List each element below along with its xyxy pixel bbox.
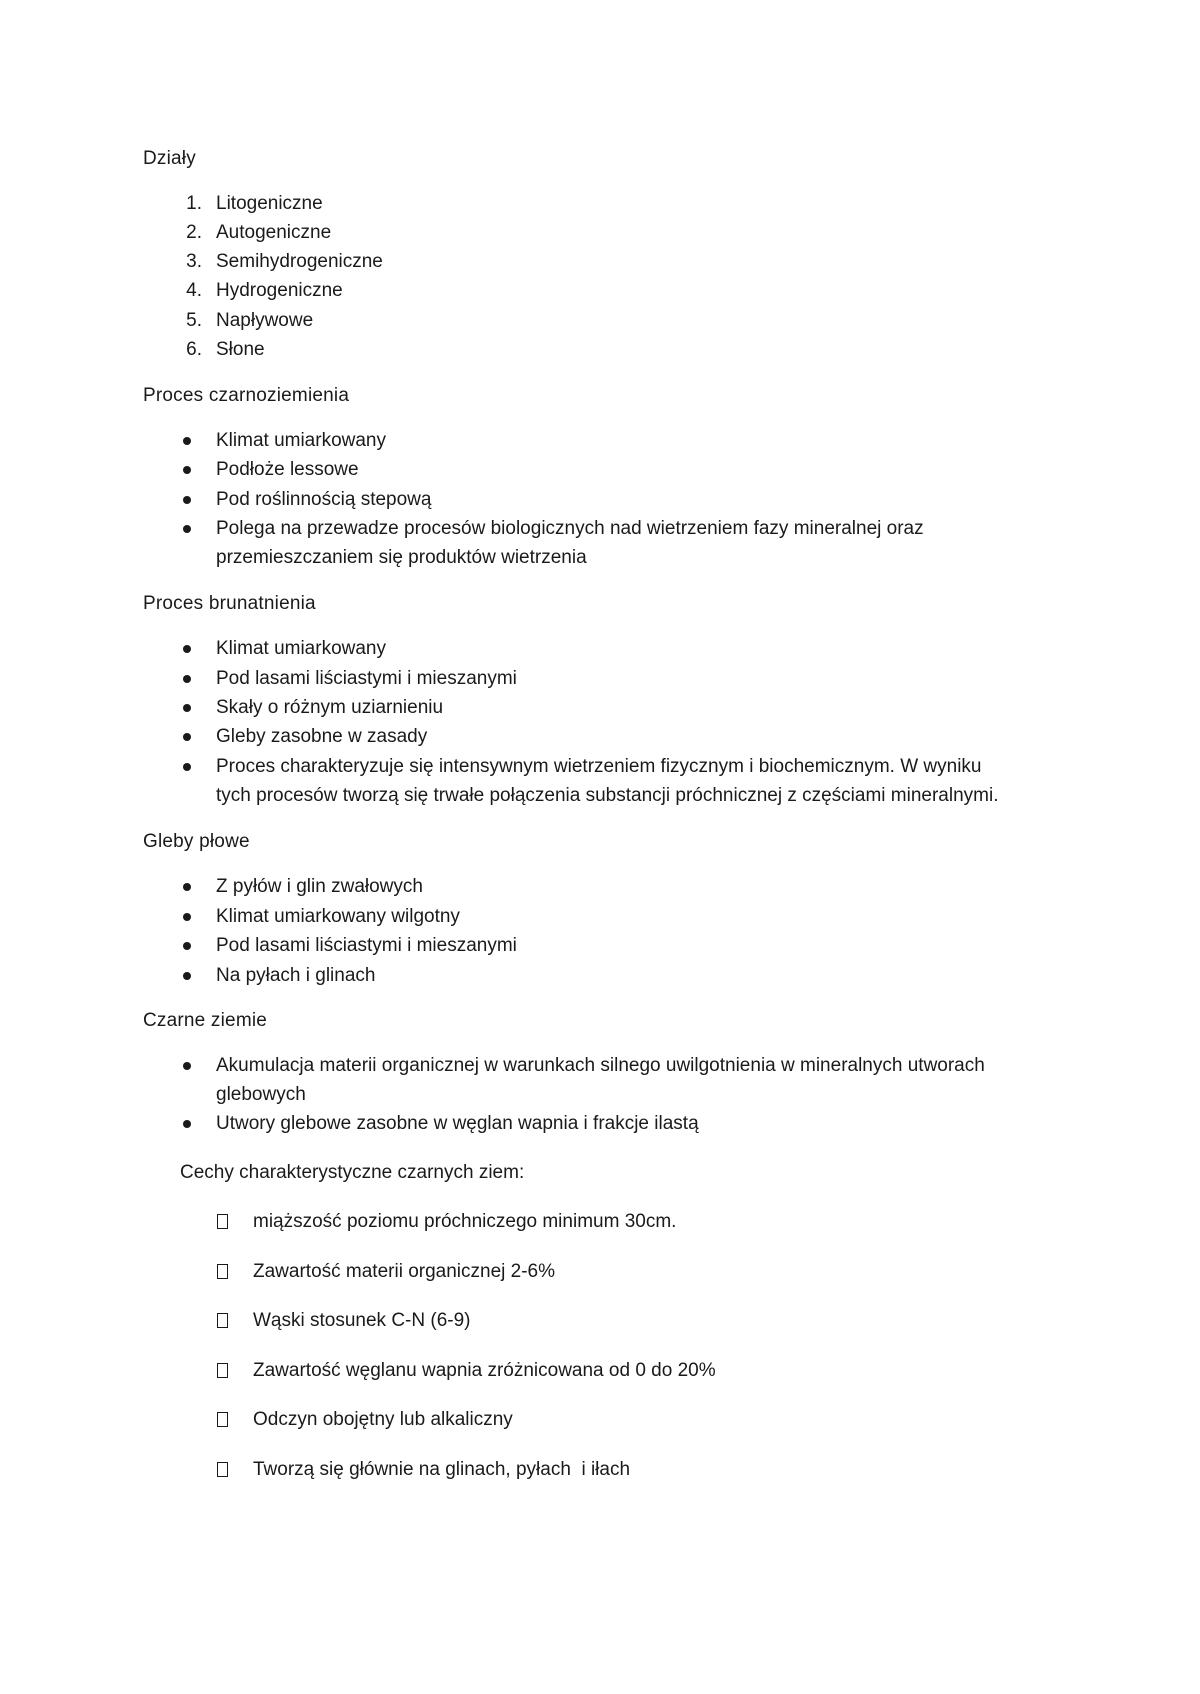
section-heading-brunatnienie: Proces brunatnienia [143,593,316,614]
missing-glyph-box-icon [217,1264,228,1279]
list-item-text: Proces charakteryzuje się intensywnym wietrzeniem fizycznym i biochemicznym. W wyniku [216,756,982,777]
list-item-text: Klimat umiarkowany [216,430,386,451]
list-item-text: Semihydrogeniczne [216,251,383,272]
bullet-icon [183,496,191,504]
list-number: 6. [186,339,202,360]
features-subheading: Cechy charakterystyczne czarnych ziem: [180,1162,525,1183]
section-heading-plowe: Gleby płowe [143,831,250,852]
section-heading-czarne-ziemie: Czarne ziemie [143,1010,268,1031]
list-item-text: Podłoże lessowe [216,459,359,480]
list-item-text: Polega na przewadze procesów biologicznych nad wietrzeniem fazy mineralnej oraz [216,518,924,539]
bullet-icon [183,466,191,474]
list-item-text-continuation: przemieszczaniem się produktów wietrzenia [216,547,587,568]
list-item-text: Pod lasami liściastymi i mieszanymi [216,668,517,689]
bullet-icon [183,972,191,980]
bullet-icon [183,942,191,950]
missing-glyph-box-icon [217,1313,228,1328]
list-number: 5. [186,310,202,331]
bullet-icon [183,1120,191,1128]
bullet-icon [183,1062,191,1070]
list-item-text: Gleby zasobne w zasady [216,726,428,747]
list-item-text: Hydrogeniczne [216,280,343,301]
bullet-icon [183,733,191,741]
list-item-text: Z pyłów i glin zwałowych [216,876,423,897]
feature-item: Wąski stosunek C-N (6-9) [253,1310,471,1331]
missing-glyph-box-icon [217,1412,228,1427]
missing-glyph-box-icon [217,1214,228,1229]
section-heading-dzialy: Działy [143,148,196,169]
feature-item: Tworzą się głównie na glinach, pyłach i iłach [253,1459,631,1480]
list-item-text: Skały o różnym uziarnieniu [216,697,444,718]
feature-item: miąższość poziomu próchniczego minimum 30cm. [253,1211,677,1232]
list-item-text: Autogeniczne [216,222,332,243]
list-number: 2. [186,222,202,243]
list-item-text: Litogeniczne [216,193,323,214]
list-number: 3. [186,251,202,272]
feature-item: Zawartość materii organicznej 2-6% [253,1261,556,1282]
bullet-icon [183,763,191,771]
list-item-text: Utwory glebowe zasobne w węglan wapnia i frakcje ilastą [216,1113,699,1134]
list-item-text: Klimat umiarkowany wilgotny [216,906,460,927]
list-item-text: Pod lasami liściastymi i mieszanymi [216,935,517,956]
list-number: 4. [186,280,202,301]
missing-glyph-box-icon [217,1462,228,1477]
list-item-text: Napływowe [216,310,314,331]
list-item-text: Na pyłach i glinach [216,965,376,986]
feature-item: Odczyn obojętny lub alkaliczny [253,1409,513,1430]
list-item-text: Pod roślinnością stepową [216,489,432,510]
bullet-icon [183,437,191,445]
bullet-icon [183,645,191,653]
list-number: 1. [186,193,202,214]
bullet-icon [183,525,191,533]
bullet-icon [183,883,191,891]
missing-glyph-box-icon [217,1363,228,1378]
bullet-icon [183,704,191,712]
list-item-text-continuation: tych procesów tworzą się trwałe połączenia substancji próchnicznej z częściami mineralnymi. [216,785,999,806]
bullet-icon [183,675,191,683]
list-item-text-continuation: glebowych [216,1084,306,1105]
list-item-text: Słone [216,339,265,360]
list-item-text: Akumulacja materii organicznej w warunkach silnego uwilgotnienia w mineralnych utworach [216,1055,985,1076]
section-heading-czarnoziemienie: Proces czarnoziemienia [143,385,350,406]
feature-item: Zawartość węglanu wapnia zróżnicowana od 0 do 20% [253,1360,716,1381]
bullet-icon [183,913,191,921]
list-item-text: Klimat umiarkowany [216,638,386,659]
